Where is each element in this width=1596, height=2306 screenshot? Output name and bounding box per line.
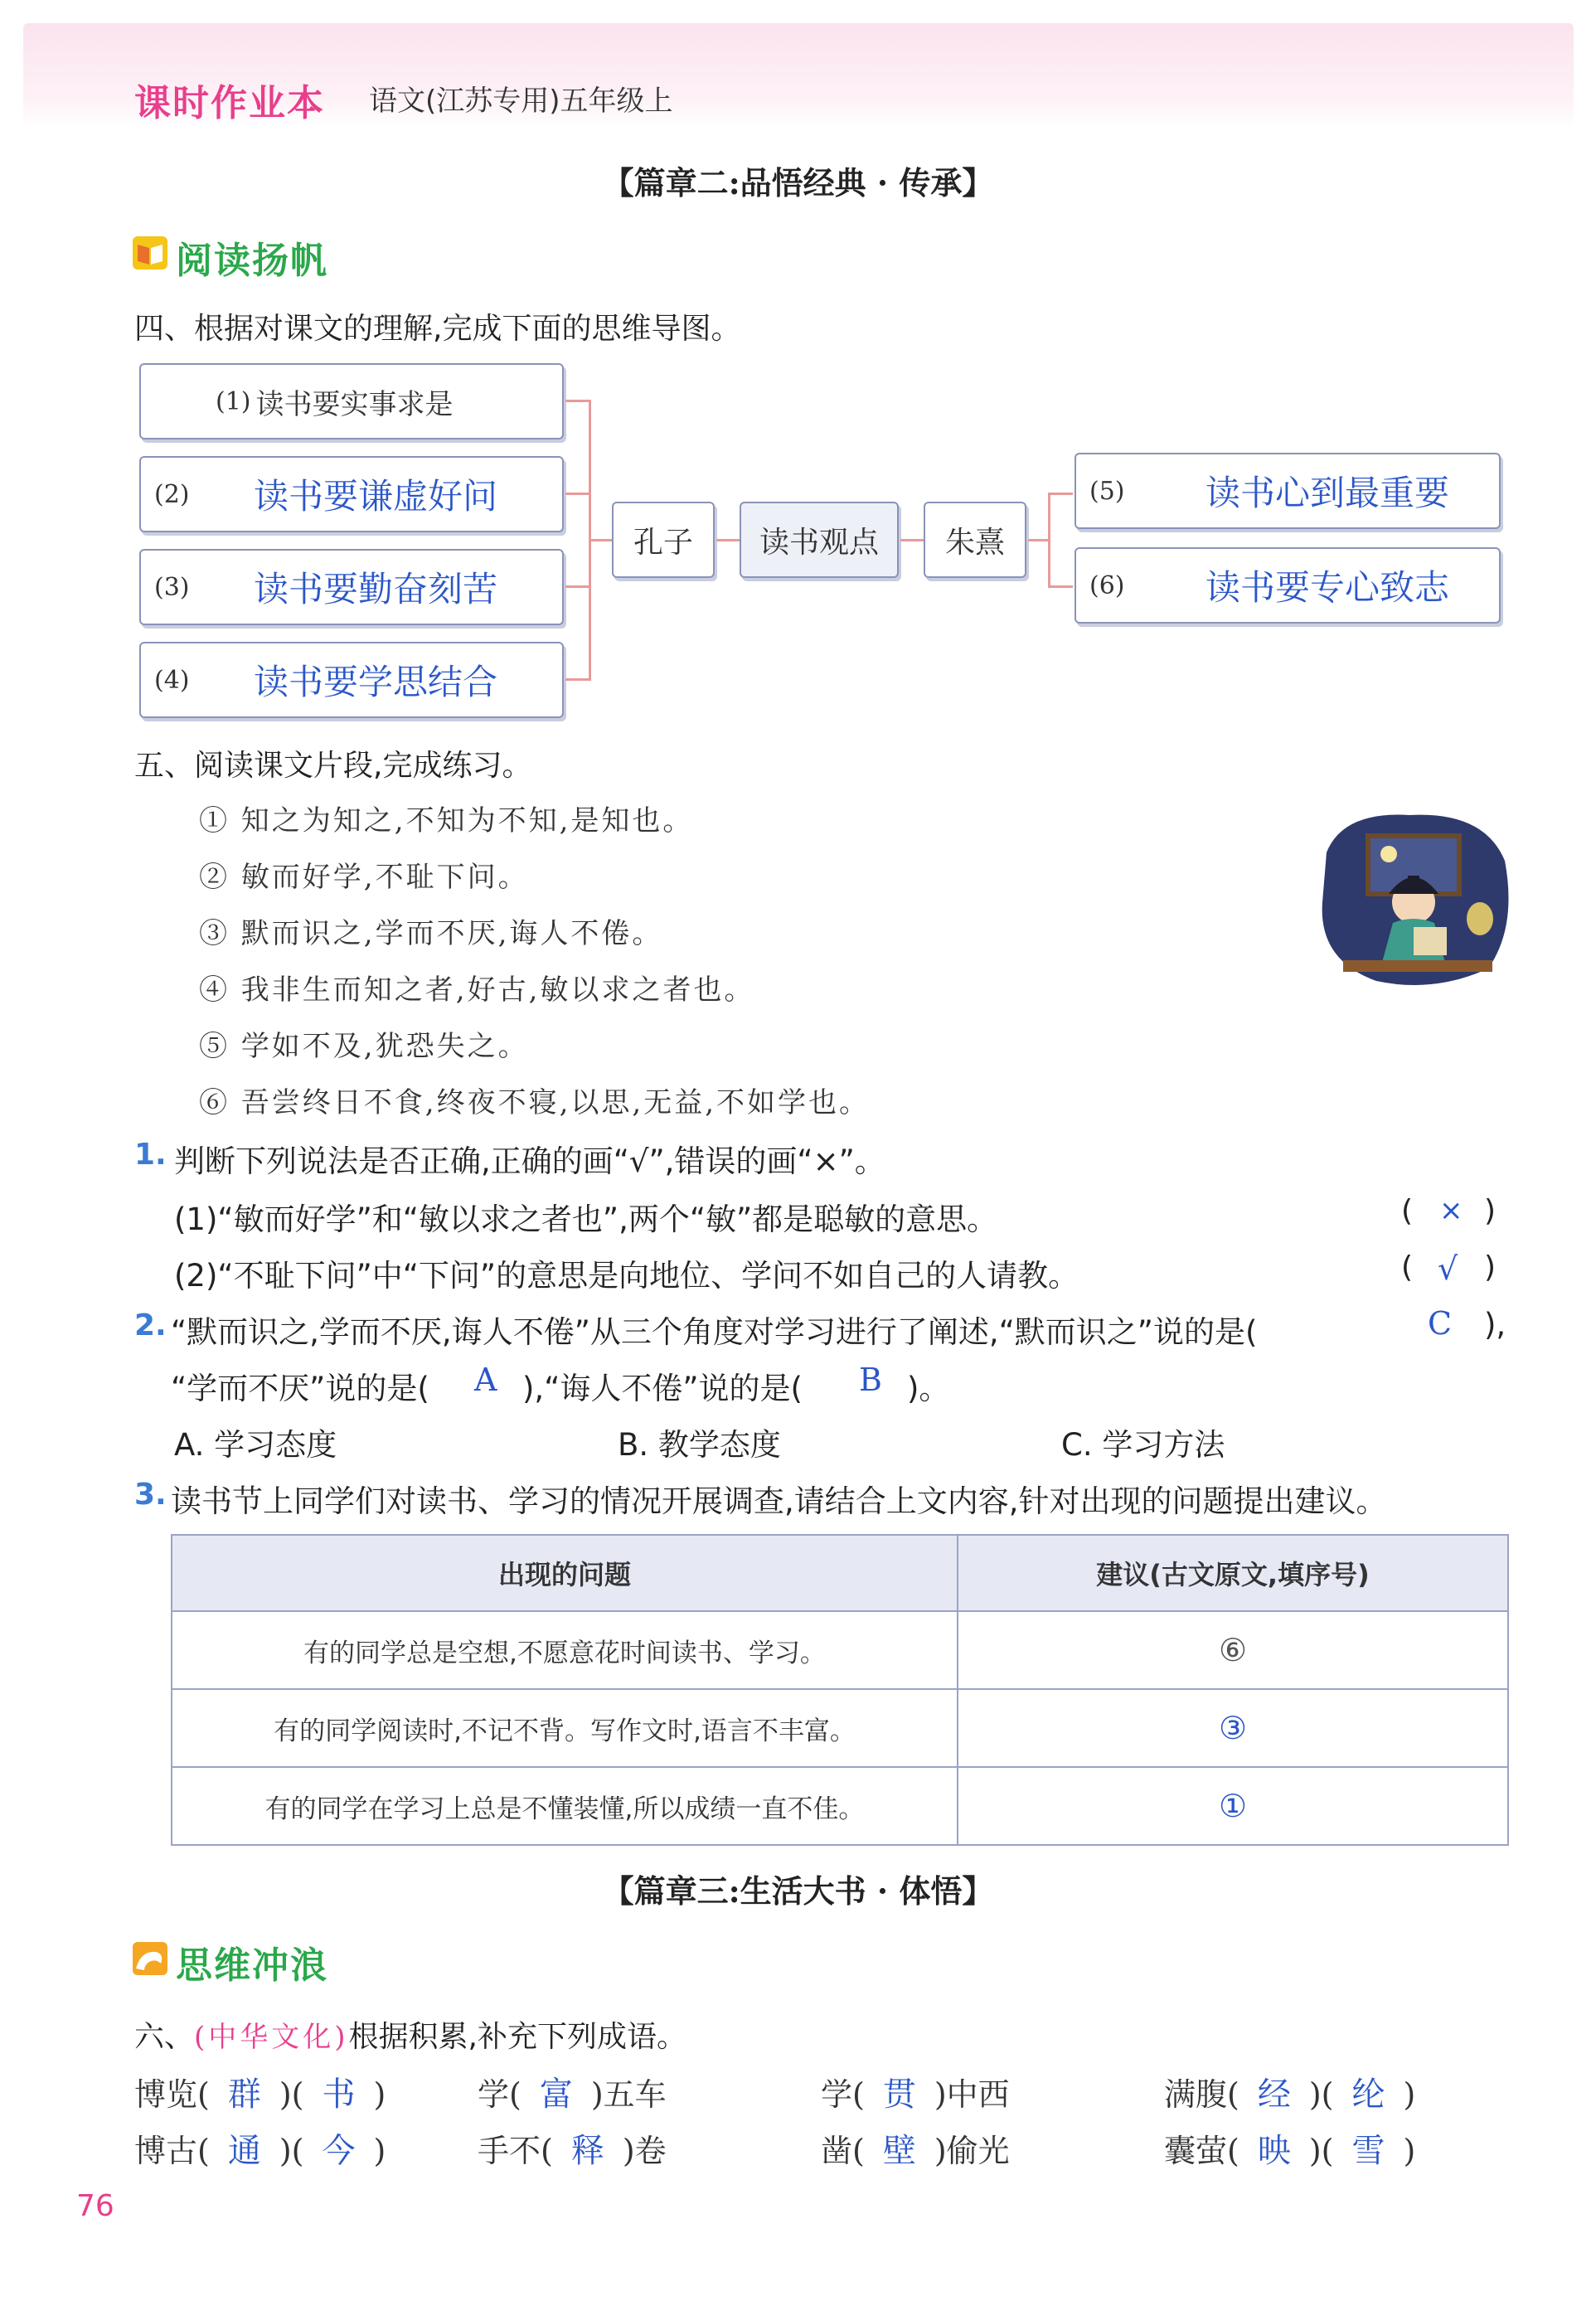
- mindmap-item-6: [1075, 547, 1501, 624]
- q5-sub2-option-a: A. 学习态度: [174, 1427, 337, 1463]
- quote-6: ⑥ 吾尝终日不食,终夜不寝,以思,无益,不如学也。: [199, 1086, 871, 1119]
- q5-sub2-answer-2: A: [474, 1362, 497, 1398]
- table-header-suggestion: 建议(古文原文,填序号): [958, 1535, 1508, 1611]
- quote-3: ③ 默而识之,学而不厌,诲人不倦。: [199, 917, 663, 950]
- q6-heading: 根据积累,补充下列成语。: [348, 2020, 686, 2054]
- idiom-2: 学( 富 )五车: [478, 2075, 667, 2114]
- q5-sub2-option-c: C. 学习方法: [1061, 1427, 1225, 1463]
- mindmap-item-1-text: 读书要实事求是: [255, 387, 454, 421]
- q5-sub2-answer-1: C: [1428, 1305, 1453, 1342]
- table-row: [172, 1767, 1508, 1845]
- q5-sub1-item-1: (1)“敏而好学”和“敏以求之者也”,两个“敏”都是聪敏的意思。: [174, 1202, 998, 1237]
- q5-sub1-num: 1.: [134, 1138, 167, 1172]
- mindmap-item-1: [139, 363, 564, 439]
- table-cell-problem: 有的同学总是空想,不愿意花时间读书、学习。: [172, 1611, 958, 1689]
- connector-line: [1048, 585, 1073, 588]
- table-header-row: [172, 1535, 1508, 1611]
- idiom-1: 博览( 群 )( 书 ): [134, 2075, 386, 2114]
- mindmap-item-5: [1075, 453, 1501, 529]
- q5-sub3-num: 3.: [134, 1478, 167, 1512]
- mindmap-item-3-num: (3): [154, 572, 190, 602]
- mindmap-item-5-answer: 读书心到最重要: [1205, 473, 1450, 513]
- book-icon: [133, 236, 167, 269]
- idiom-4: 满腹( 经 )( 纶 ): [1164, 2075, 1416, 2114]
- page-number: 76: [76, 2189, 114, 2223]
- q6-heading-line: [134, 2013, 686, 2056]
- mindmap-item-2-answer: 读书要谦虚好问: [254, 476, 498, 517]
- chapter-two-title: 【篇章二:品悟经典 · 传承】: [602, 164, 994, 201]
- table-cell-answer: ①: [958, 1767, 1508, 1845]
- q5-sub2-option-b: B. 教学态度: [618, 1427, 781, 1463]
- table-cell-problem: 有的同学在学习上总是不懂装懂,所以成绩一直不佳。: [172, 1767, 958, 1845]
- connector-line: [565, 678, 590, 681]
- q5-sub2-line2-a: “学而不厌”说的是(: [171, 1371, 429, 1406]
- chapter-three-title: 【篇章三:生活大书 · 体悟】: [602, 1872, 994, 1910]
- q5-sub2-line1-end: ),: [1484, 1307, 1506, 1342]
- mindmap-item-6-answer: 读书要专心致志: [1205, 567, 1450, 608]
- quote-2: ② 敏而好学,不耻下问。: [199, 861, 529, 894]
- idiom-8: 囊萤( 映 )( 雪 ): [1164, 2132, 1416, 2170]
- connector-line: [1048, 493, 1073, 495]
- q5-sub2-num: 2.: [134, 1308, 167, 1342]
- mindmap-item-4-answer: 读书要学思结合: [254, 662, 498, 702]
- q5-sub1-item-2: (2)“不耻下问”中“下问”的意思是向地位、学问不如自己的人请教。: [174, 1258, 1079, 1294]
- q5-sub1-text: 判断下列说法是否正确,正确的画“√”,错误的画“×”。: [174, 1143, 885, 1179]
- suggestion-table: [171, 1534, 1509, 1846]
- quote-1: ① 知之为知之,不知为不知,是知也。: [199, 804, 694, 837]
- q5-sub2-answer-3: B: [859, 1362, 882, 1398]
- idiom-6: 手不( 释 )卷: [478, 2132, 667, 2170]
- mindmap-item-2: [139, 456, 564, 532]
- wave-icon: [133, 1942, 167, 1975]
- idiom-5: 博古( 通 )( 今 ): [134, 2132, 386, 2170]
- mindmap-item-6-num: (6): [1089, 570, 1125, 600]
- mindmap-item-3: [139, 549, 564, 625]
- quote-4: ④ 我非生而知之者,好古,敏以求之者也。: [199, 973, 755, 1007]
- connector-line: [716, 539, 740, 541]
- q4-heading: 四、根据对课文的理解,完成下面的思维导图。: [134, 312, 741, 346]
- mindmap-item-2-num: (2): [154, 479, 190, 509]
- q5-sub3-text: 读书节上同学们对读书、学习的情况开展调查,请结合上文内容,针对出现的问题提出建议。: [171, 1483, 1387, 1519]
- node-center: 读书观点: [740, 502, 899, 578]
- section-reading-title: 阅读扬帆: [176, 240, 328, 282]
- mindmap-item-1-num: (1): [216, 386, 251, 416]
- q5-sub2-line2-c: )。: [907, 1371, 950, 1406]
- q5-heading: 五、阅读课文片段,完成练习。: [134, 749, 532, 783]
- connector-line: [1028, 539, 1050, 541]
- connector-line: [565, 400, 590, 402]
- scholar-illustration: [1310, 803, 1517, 993]
- connector-line: [1048, 493, 1050, 587]
- q5-sub1-answer-1: ×: [1439, 1194, 1463, 1227]
- section-thinking-title: 思维冲浪: [176, 1944, 328, 1987]
- mindmap-item-3-answer: 读书要勤奋刻苦: [254, 569, 498, 609]
- q6-tag: (中华文化): [194, 2021, 349, 2054]
- node-kongzi: 孔子: [612, 502, 715, 578]
- mindmap-item-4-num: (4): [154, 665, 190, 695]
- table-row: [172, 1611, 1508, 1689]
- q5-sub2-line2-b: ),“诲人不倦”说的是(: [522, 1371, 803, 1406]
- q5-sub1-answer-2: √: [1438, 1250, 1458, 1287]
- table-cell-answer: ⑥: [958, 1611, 1508, 1689]
- node-zhuxi: 朱熹: [924, 502, 1026, 578]
- mindmap-item-4: [139, 642, 564, 718]
- table-header-problem: 出现的问题: [172, 1535, 958, 1611]
- table-cell-problem: 有的同学阅读时,不记不背。写作文时,语言不丰富。: [172, 1689, 958, 1767]
- connector-line: [565, 493, 590, 495]
- connector-line: [565, 585, 590, 588]
- table-row: [172, 1689, 1508, 1767]
- connector-line: [589, 539, 612, 541]
- quote-5: ⑤ 学如不及,犹恐失之。: [199, 1030, 529, 1063]
- idiom-3: 学( 贯 )中西: [821, 2075, 1010, 2114]
- connector-line: [900, 539, 924, 541]
- q5-sub2-line1: “默而识之,学而不厌,诲人不倦”从三个角度对学习进行了阐述,“默而识之”说的是(: [171, 1314, 1258, 1350]
- q6-prefix: 六、: [134, 2020, 195, 2054]
- table-cell-answer: ③: [958, 1689, 1508, 1767]
- book-title: 课时作业本: [134, 82, 325, 124]
- mindmap-item-5-num: (5): [1089, 476, 1125, 506]
- subject-label: 语文(江苏专用)五年级上: [369, 85, 673, 118]
- idiom-7: 凿( 壁 )偷光: [821, 2132, 1010, 2170]
